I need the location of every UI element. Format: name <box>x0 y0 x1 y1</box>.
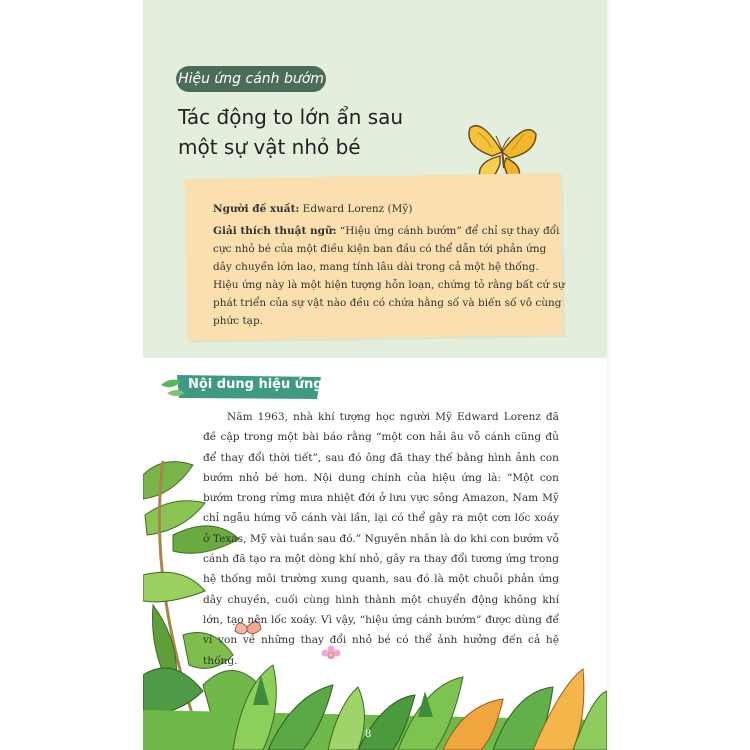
proposer-line <box>213 200 565 218</box>
definition-content <box>213 200 565 334</box>
explanation-label: Giải thích thuật ngữ: <box>213 225 337 237</box>
title-line-1: Tác động to lớn ẩn sau <box>178 105 404 129</box>
page-number: 8 <box>365 729 372 740</box>
title-line-2: một sự vật nhỏ bé <box>178 135 361 159</box>
topic-tag: Hiệu ứng cánh bướm <box>176 66 326 92</box>
section-paragraph: Năm 1963, nhà khí tượng học người Mỹ Edward Lorenz đã đề cập trong một bài báo rằng “một con hải âu vỗ cánh cũng đủ để thay đổi thời tiết”, sau đó ông đã thay thế bằng hình ảnh con bướm nhỏ bé hơn. Nội dung chính của hiệu ứng là: “Một con bướm trong rừng mưa nhiệt đới ở lưu vực sông Amazon, Nam Mỹ chỉ ngẫu hứng vỗ cánh vài lần, lại có thể gây ra một cơn lốc xoáy ở Texas, Mỹ vài tuần sau đó.” Nguyên nhân là do khi con bướm vỗ cánh đã tạo ra một dòng khí nhỏ, gây ra thay đổi tương ứng trong hệ thống môi trường xung quanh, sau đó là một chuỗi phản ứng dây chuyền, cuối cùng hình thành một chuyển động không khí lớn, tạo nên lốc xoáy. Vì vậy, “hiệu ứng cánh bướm” được dùng để ví von về những thay đổi nhỏ bé có thể ảnh hưởng đến cả hệ thống. <box>203 411 559 667</box>
explanation-line <box>213 222 565 330</box>
page-title <box>178 102 478 162</box>
proposer-value: Edward Lorenz (Mỹ) <box>302 203 413 215</box>
book-page <box>143 0 607 750</box>
section-title: Nội dung hiệu ứng <box>188 377 323 392</box>
explanation-text: “Hiệu ứng cánh bướm” để chỉ sự thay đổi cực nhỏ bé của một điều kiện ban đầu có thể dẫn tới phản ứng dây chuyền lớn lao, mang tính lâu dài trong cả một hệ thống. Hiệu ứng này là một hiện tượng hỗn loạn, chứng tỏ rằng bất cứ sự phát triển của sự vật nào đều có chứa hằng số và biến số vô cùng phức tạp. <box>213 225 565 327</box>
proposer-label: Người đề xuất: <box>213 203 300 215</box>
